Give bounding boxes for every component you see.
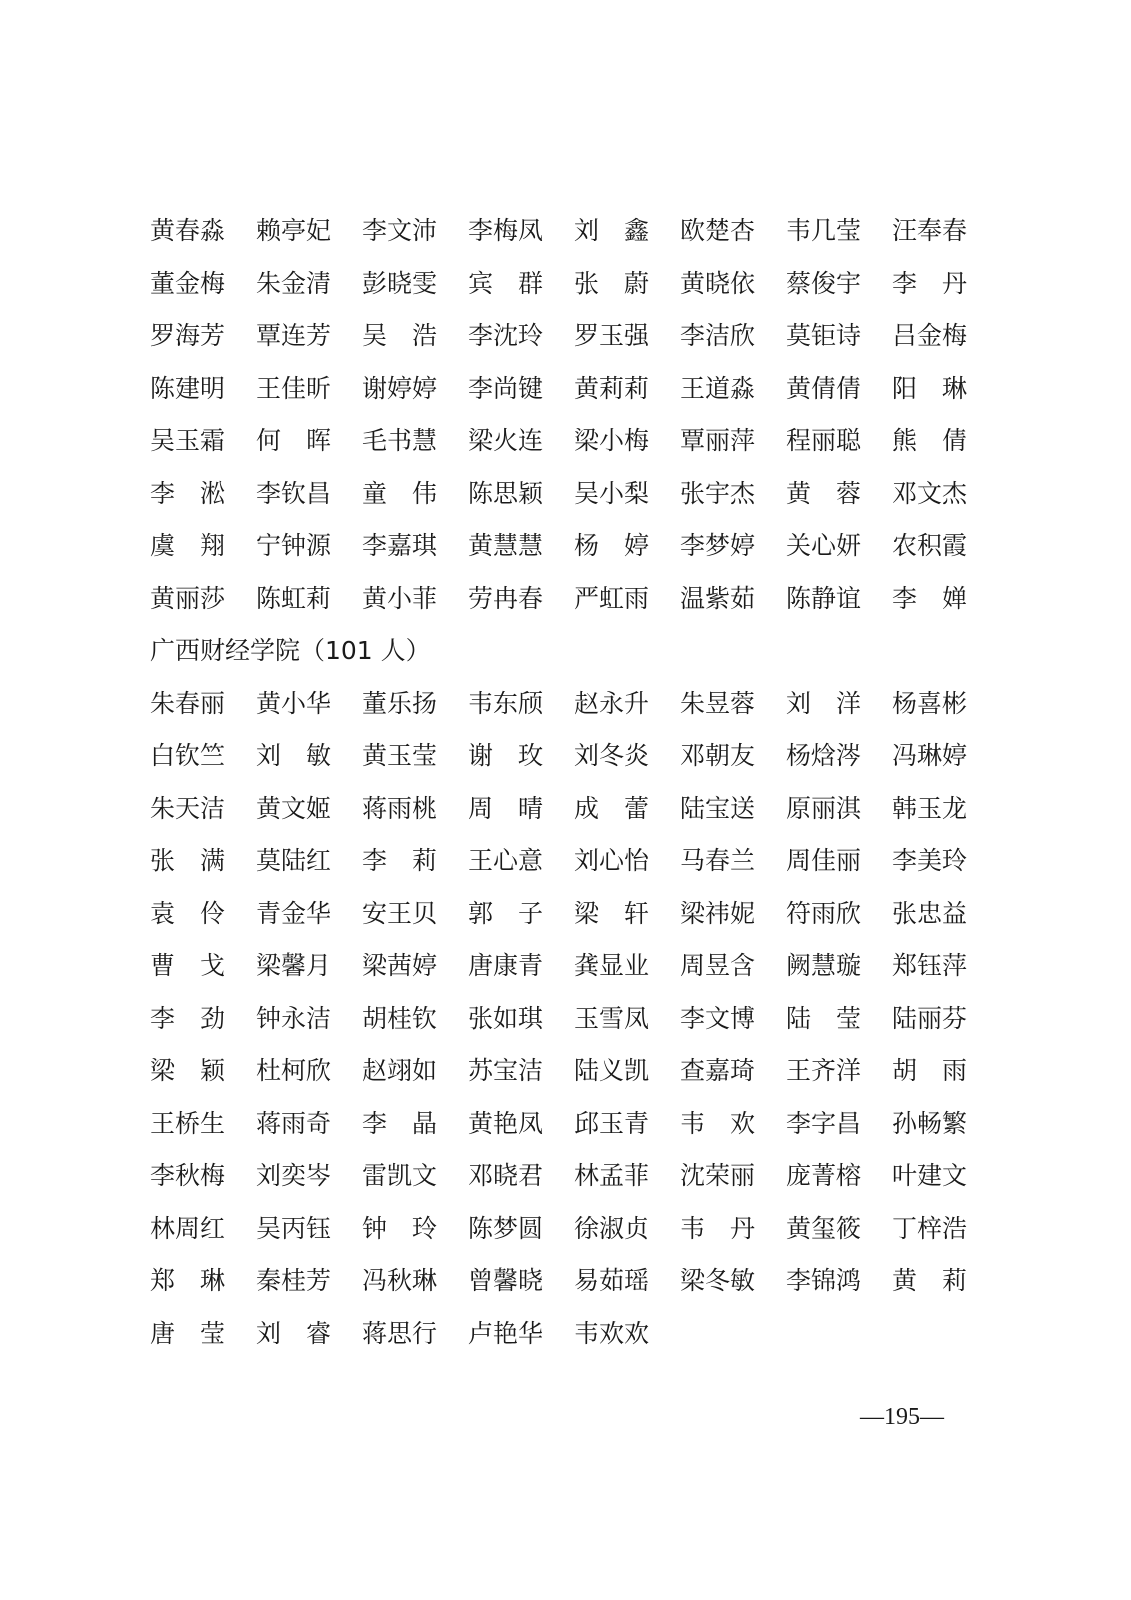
name-row [150,363,990,416]
person-name: 李嘉琪 [362,531,438,560]
person-name: 唐康青 [468,951,544,980]
person-name: 朱金清 [256,268,332,298]
person-name: 阳 琳 [892,373,968,403]
person-name: 吴小梨 [574,478,650,508]
person-name: 欧楚杏 [680,216,756,245]
person-name: 邓文杰 [892,478,968,508]
person-name: 毛书慧 [362,426,438,455]
person-name: 原丽淇 [786,793,862,823]
person-name: 成 蕾 [574,793,650,823]
person-name: 钟 玲 [362,1213,438,1243]
person-name: 王道淼 [680,373,756,403]
name-row [150,520,990,573]
person-name: 宾 群 [468,268,544,298]
name-row [150,1308,990,1361]
person-name: 李尚键 [468,373,544,403]
person-name: 易茹瑶 [574,1266,650,1295]
person-name: 徐淑贞 [574,1213,650,1243]
person-name: 蒋思行 [362,1318,438,1348]
person-name: 马春兰 [680,846,756,875]
person-name: 邱玉青 [574,1108,650,1138]
person-name: 黄玺筱 [786,1213,862,1243]
person-name: 陆义凯 [574,1056,650,1085]
person-name: 农积霞 [892,531,968,560]
person-name: 蒋雨奇 [256,1108,332,1138]
name-row [150,1203,990,1256]
person-name: 王佳昕 [256,373,332,403]
name-row [150,205,990,258]
person-name: 胡桂钦 [362,1003,438,1033]
person-name: 李秋梅 [150,1161,226,1190]
person-name: 刘 敏 [256,741,332,770]
person-name: 袁 伶 [150,898,226,928]
person-name: 赵永升 [574,688,650,718]
person-name: 周 晴 [468,793,544,823]
person-name: 黄小华 [256,688,332,718]
person-name: 彭晓雯 [362,268,438,298]
person-name: 黄慧慧 [468,531,544,560]
person-name: 梁 颖 [150,1056,226,1085]
person-name: 郑 琳 [150,1266,226,1295]
person-name: 黄文姬 [256,793,332,823]
person-name: 刘冬炎 [574,741,650,770]
person-name: 阙慧璇 [786,951,862,980]
person-name: 苏宝洁 [468,1056,544,1085]
person-name: 朱春丽 [150,688,226,718]
person-name: 李字昌 [786,1108,862,1138]
person-name: 熊 倩 [892,426,968,455]
person-name: 温紫茹 [680,583,756,613]
person-name: 韦东颀 [468,688,544,718]
name-row [150,678,990,731]
person-name: 李梦婷 [680,531,756,560]
person-name: 李 丹 [892,268,968,298]
page-number: —195— [860,1404,944,1430]
person-name: 杜柯欣 [256,1056,332,1085]
person-name: 李 淞 [150,478,226,508]
person-name: 黄晓依 [680,268,756,298]
person-name: 张 满 [150,846,226,875]
person-name: 梁冬敏 [680,1266,756,1295]
person-name: 童 伟 [362,478,438,508]
person-name: 杨 婷 [574,531,650,560]
person-name: 谢婷婷 [362,373,438,403]
person-name: 蔡俊宇 [786,268,862,298]
person-name: 刘 鑫 [574,216,650,245]
person-name: 黄倩倩 [786,373,862,403]
person-name: 梁茜婷 [362,951,438,980]
name-list-content [150,205,990,1360]
person-name: 黄艳凤 [468,1108,544,1138]
person-name: 吴丙钰 [256,1213,332,1243]
person-name: 查嘉琦 [680,1056,756,1085]
person-name: 林周红 [150,1213,226,1243]
person-name: 曾馨晓 [468,1266,544,1295]
person-name: 梁火连 [468,426,544,455]
person-name: 韦 欢 [680,1108,756,1138]
person-name: 李锦鸿 [786,1266,862,1295]
name-row [150,1045,990,1098]
person-name: 韦几莹 [786,216,862,245]
person-name: 丁梓浩 [892,1213,968,1243]
person-name: 莫陆红 [256,846,332,875]
person-name: 陈虹莉 [256,583,332,613]
person-name: 赖亭妃 [256,216,332,245]
person-name: 冯琳婷 [892,741,968,770]
person-name: 王齐洋 [786,1056,862,1085]
person-name: 陈静谊 [786,583,862,613]
name-row [150,258,990,311]
person-name: 刘心怡 [574,846,650,875]
person-name: 冯秋琳 [362,1266,438,1295]
person-name: 玉雪凤 [574,1003,650,1033]
person-name: 卢艳华 [468,1318,544,1348]
person-name: 李 莉 [362,846,438,875]
person-name: 胡 雨 [892,1056,968,1085]
name-row [150,573,990,626]
person-name: 邓朝友 [680,741,756,770]
name-row [150,888,990,941]
person-name: 陈思颖 [468,478,544,508]
person-name: 梁 轩 [574,898,650,928]
person-name: 王心意 [468,846,544,875]
name-row [150,1150,990,1203]
person-name: 黄莉莉 [574,373,650,403]
person-name: 韦 丹 [680,1213,756,1243]
person-name: 董乐扬 [362,688,438,718]
person-name: 李梅凤 [468,216,544,245]
person-name: 黄玉莹 [362,741,438,770]
person-name: 钟永洁 [256,1003,332,1033]
person-name: 张如琪 [468,1003,544,1033]
person-name: 朱天洁 [150,793,226,823]
person-name: 郭 子 [468,898,544,928]
person-name: 莫钜诗 [786,321,862,350]
person-name: 严虹雨 [574,583,650,613]
person-name: 吕金梅 [892,321,968,350]
person-name: 虞 翔 [150,531,226,560]
person-name: 黄春淼 [150,216,226,245]
section-heading: 广西财经学院（101 人） [150,636,431,665]
person-name: 李洁欣 [680,321,756,350]
person-name: 董金梅 [150,268,226,298]
person-name: 张 蔚 [574,268,650,298]
person-name: 白钦竺 [150,741,226,770]
person-name: 叶建文 [892,1161,968,1190]
person-name: 李文沛 [362,216,438,245]
name-list-section-2 [150,678,990,1361]
person-name: 汪奉春 [892,216,968,245]
person-name: 朱昱蓉 [680,688,756,718]
person-name: 梁祎妮 [680,898,756,928]
name-row [150,468,990,521]
person-name: 蒋雨桃 [362,793,438,823]
person-name: 雷凯文 [362,1161,438,1190]
name-list-section-1 [150,205,990,625]
person-name: 张宇杰 [680,478,756,508]
person-name: 王桥生 [150,1108,226,1138]
person-name: 林孟菲 [574,1161,650,1190]
person-name: 何 晖 [256,426,332,455]
person-name: 孙畅繁 [892,1108,968,1138]
person-name: 吴玉霜 [150,426,226,455]
name-row [150,993,990,1046]
person-name: 李钦昌 [256,478,332,508]
person-name: 黄丽莎 [150,583,226,613]
name-row [150,1255,990,1308]
name-row [150,783,990,836]
person-name: 黄 莉 [892,1266,968,1295]
person-name: 劳冉春 [468,583,544,613]
person-name: 李 婵 [892,583,968,613]
person-name: 谢 玫 [468,741,544,770]
person-name: 陆宝送 [680,793,756,823]
person-name: 覃丽萍 [680,426,756,455]
person-name: 李美玲 [892,846,968,875]
person-name: 关心妍 [786,531,862,560]
name-row [150,310,990,363]
person-name: 罗玉强 [574,321,650,350]
person-name: 杨喜彬 [892,688,968,718]
person-name: 李 劲 [150,1003,226,1033]
person-name: 李沈玲 [468,321,544,350]
person-name: 刘奕岑 [256,1161,332,1190]
person-name: 杨焓涔 [786,741,862,770]
person-name: 秦桂芳 [256,1266,332,1295]
person-name: 吴 浩 [362,321,438,350]
person-name: 陈梦圆 [468,1213,544,1243]
person-name: 赵翊如 [362,1056,438,1085]
name-row [150,835,990,888]
person-name: 沈荣丽 [680,1161,756,1190]
person-name: 郑钰萍 [892,951,968,980]
person-name: 黄 蓉 [786,478,862,508]
person-name: 罗海芳 [150,321,226,350]
name-row [150,940,990,993]
person-name: 陆丽芬 [892,1003,968,1033]
person-name: 梁小梅 [574,426,650,455]
person-name: 唐 莹 [150,1318,226,1348]
person-name: 李 晶 [362,1108,438,1138]
person-name: 韦欢欢 [574,1318,650,1348]
person-name: 龚显业 [574,951,650,980]
person-name: 符雨欣 [786,898,862,928]
person-name: 刘 洋 [786,688,862,718]
person-name: 邓晓君 [468,1161,544,1190]
person-name: 陈建明 [150,373,226,403]
name-row [150,730,990,783]
person-name: 宁钟源 [256,531,332,560]
person-name: 韩玉龙 [892,793,968,823]
person-name: 程丽聪 [786,426,862,455]
person-name: 周昱含 [680,951,756,980]
person-name: 刘 睿 [256,1318,332,1348]
person-name: 梁馨月 [256,951,332,980]
person-name: 覃连芳 [256,321,332,350]
person-name: 李文博 [680,1003,756,1033]
name-row [150,1098,990,1151]
person-name: 曹 戈 [150,951,226,980]
person-name: 周佳丽 [786,846,862,875]
person-name: 青金华 [256,898,332,928]
person-name: 张忠益 [892,898,968,928]
person-name: 陆 莹 [786,1003,862,1033]
person-name: 庞菁榕 [786,1161,862,1190]
name-row [150,415,990,468]
person-name: 黄小菲 [362,583,438,613]
person-name: 安王贝 [362,898,438,928]
